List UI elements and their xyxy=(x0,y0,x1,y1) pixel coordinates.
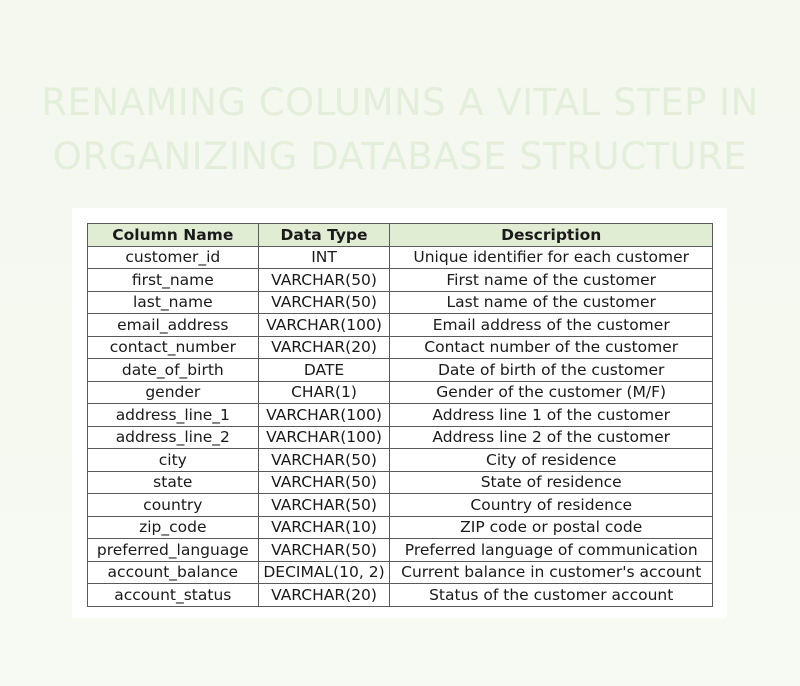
header-description: Description xyxy=(390,224,713,247)
cell-description: Date of birth of the customer xyxy=(390,359,713,382)
cell-column-name: email_address xyxy=(88,314,259,337)
page-title xyxy=(0,76,800,184)
cell-description: First name of the customer xyxy=(390,269,713,292)
header-column-name: Column Name xyxy=(88,224,259,247)
cell-description: Address line 1 of the customer xyxy=(390,404,713,427)
cell-data-type: INT xyxy=(258,246,390,269)
table-row xyxy=(88,516,713,539)
table-row xyxy=(88,584,713,607)
cell-description: Current balance in customer's account xyxy=(390,561,713,584)
cell-description: Gender of the customer (M/F) xyxy=(390,381,713,404)
cell-data-type: VARCHAR(100) xyxy=(258,314,390,337)
cell-description: City of residence xyxy=(390,449,713,472)
cell-data-type: VARCHAR(100) xyxy=(258,426,390,449)
cell-column-name: first_name xyxy=(88,269,259,292)
table-row xyxy=(88,561,713,584)
cell-description: Last name of the customer xyxy=(390,291,713,314)
table-row xyxy=(88,449,713,472)
cell-data-type: VARCHAR(50) xyxy=(258,494,390,517)
cell-column-name: account_status xyxy=(88,584,259,607)
cell-description: Country of residence xyxy=(390,494,713,517)
cell-column-name: last_name xyxy=(88,291,259,314)
cell-data-type: DATE xyxy=(258,359,390,382)
cell-description: State of residence xyxy=(390,471,713,494)
cell-description: Address line 2 of the customer xyxy=(390,426,713,449)
cell-description: Unique identifier for each customer xyxy=(390,246,713,269)
cell-column-name: city xyxy=(88,449,259,472)
title-line-1: RENAMING COLUMNS A VITAL STEP IN xyxy=(41,81,759,124)
cell-description: Status of the customer account xyxy=(390,584,713,607)
cell-column-name: country xyxy=(88,494,259,517)
cell-column-name: preferred_language xyxy=(88,539,259,562)
cell-data-type: VARCHAR(50) xyxy=(258,471,390,494)
cell-data-type: DECIMAL(10, 2) xyxy=(258,561,390,584)
cell-column-name: address_line_1 xyxy=(88,404,259,427)
table-row xyxy=(88,426,713,449)
cell-data-type: VARCHAR(50) xyxy=(258,291,390,314)
table-row xyxy=(88,381,713,404)
table-row xyxy=(88,314,713,337)
title-line-2: ORGANIZING DATABASE STRUCTURE xyxy=(52,135,748,178)
cell-column-name: contact_number xyxy=(88,336,259,359)
cell-data-type: VARCHAR(50) xyxy=(258,539,390,562)
cell-column-name: customer_id xyxy=(88,246,259,269)
table-row xyxy=(88,359,713,382)
schema-table xyxy=(87,223,713,607)
table-row xyxy=(88,269,713,292)
table-row xyxy=(88,494,713,517)
cell-column-name: account_balance xyxy=(88,561,259,584)
cell-data-type: VARCHAR(50) xyxy=(258,449,390,472)
cell-data-type: VARCHAR(50) xyxy=(258,269,390,292)
cell-column-name: date_of_birth xyxy=(88,359,259,382)
cell-data-type: VARCHAR(20) xyxy=(258,336,390,359)
table-row xyxy=(88,539,713,562)
table-row xyxy=(88,336,713,359)
cell-column-name: gender xyxy=(88,381,259,404)
cell-column-name: state xyxy=(88,471,259,494)
cell-description: Contact number of the customer xyxy=(390,336,713,359)
table-header-row xyxy=(88,224,713,247)
cell-column-name: address_line_2 xyxy=(88,426,259,449)
cell-column-name: zip_code xyxy=(88,516,259,539)
cell-description: Preferred language of communication xyxy=(390,539,713,562)
cell-data-type: VARCHAR(10) xyxy=(258,516,390,539)
table-row xyxy=(88,246,713,269)
cell-data-type: VARCHAR(20) xyxy=(258,584,390,607)
cell-description: ZIP code or postal code xyxy=(390,516,713,539)
cell-description: Email address of the customer xyxy=(390,314,713,337)
table-row xyxy=(88,291,713,314)
table-row xyxy=(88,404,713,427)
table-row xyxy=(88,471,713,494)
cell-data-type: VARCHAR(100) xyxy=(258,404,390,427)
cell-data-type: CHAR(1) xyxy=(258,381,390,404)
header-data-type: Data Type xyxy=(258,224,390,247)
